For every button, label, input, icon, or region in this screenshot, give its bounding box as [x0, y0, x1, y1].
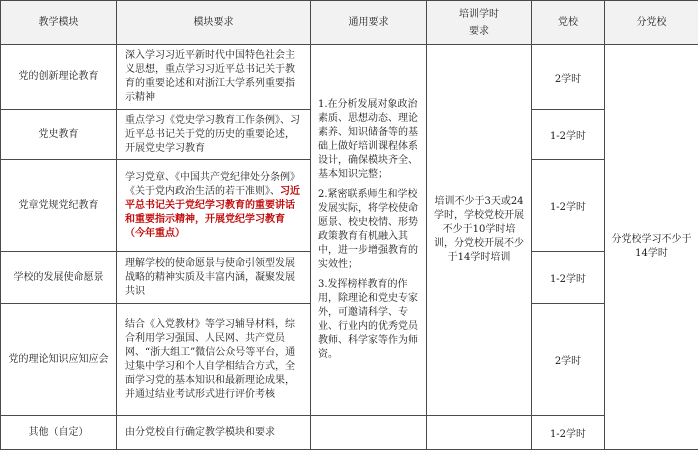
header-teaching-module: 教学模块	[1, 1, 117, 45]
header-module-requirement: 模块要求	[117, 1, 311, 45]
party-school-hours: 2学时	[532, 45, 605, 110]
general-requirement-3: 3.发挥榜样教育的作用，除理论和党史专家外，可邀请科学、专业、行业内的优秀党员教师、科学家等作为师资。	[318, 279, 418, 360]
general-requirement-1: 1.在分析发展对象政治素质、思想动态、理论素养、知识储备等的基础上做好培训课程体系设计，确保模块齐全、基本知识完整；	[318, 99, 418, 180]
general-requirement-empty	[311, 416, 427, 450]
general-requirements-cell	[311, 45, 427, 416]
table-row	[1, 416, 698, 450]
header-party-school: 党校	[532, 1, 605, 45]
party-school-hours: 1-2学时	[532, 416, 605, 450]
module-name: 学校的发展使命愿景	[1, 252, 117, 304]
module-name: 党章党规党纪教育	[1, 160, 117, 252]
training-hours-empty	[427, 416, 532, 450]
training-hours-cell: 培训不少于3天或24学时，学校党校开展不少于10学时培训，分党校开展不少于14学时培训	[427, 45, 532, 416]
module-name: 党史教育	[1, 110, 117, 160]
module-name: 党的理论知识应知应会	[1, 304, 117, 416]
general-requirement-2: 2.紧密联系师生和学校发展实际，将学校使命愿景、校史校情、形势政策教育有机融入其中，进一步增强教育的实效性；	[318, 189, 418, 270]
table-row	[1, 45, 698, 110]
party-school-hours: 2学时	[532, 304, 605, 416]
module-requirement: 理解学校的使命愿景与使命引领型发展战略的精神实质及丰富内涵，凝聚发展共识	[117, 252, 311, 304]
branch-school-cell: 分党校学习不少于14学时	[605, 45, 698, 450]
header-general-requirement: 通用要求	[311, 1, 427, 45]
module-name: 其他（自定）	[1, 416, 117, 450]
header-row	[1, 1, 698, 45]
header-branch-school: 分党校	[605, 1, 698, 45]
module-requirement: 深入学习习近平新时代中国特色社会主义思想，重点学习习近平总书记关于教育的重要论述和对浙江大学系列重要指示精神	[117, 45, 311, 110]
party-school-hours: 1-2学时	[532, 110, 605, 160]
module-requirement: 结合《入党教材》等学习辅导材料，综合利用学习强国、人民网、共产党员网、“浙大组工”微信公众号等平台，通过集中学习和个人自学相结合方式，全面学习党的基本知识和最新理论成果，并通过结业考试形式进行评价考核	[117, 304, 311, 416]
module-name: 党的创新理论教育	[1, 45, 117, 110]
header-training-hours: 培训学时 要求	[427, 1, 532, 45]
module-requirement	[117, 160, 311, 252]
party-school-hours: 1-2学时	[532, 252, 605, 304]
requirement-highlight: 习近平总书记关于党纪学习教育的重要讲话和重要指示精神，开展党纪学习教育（今年重点）	[125, 185, 300, 239]
party-school-hours: 1-2学时	[532, 160, 605, 252]
module-requirement: 由分党校自行确定教学模块和要求	[117, 416, 311, 450]
module-requirement: 重点学习《党史学习教育工作条例》、习近平总书记关于党的历史的重要论述，开展党史学习教育	[117, 110, 311, 160]
requirement-text: 学习党章、《中国共产党纪律处分条例》《关于党内政治生活的若干准则》、	[125, 171, 300, 197]
